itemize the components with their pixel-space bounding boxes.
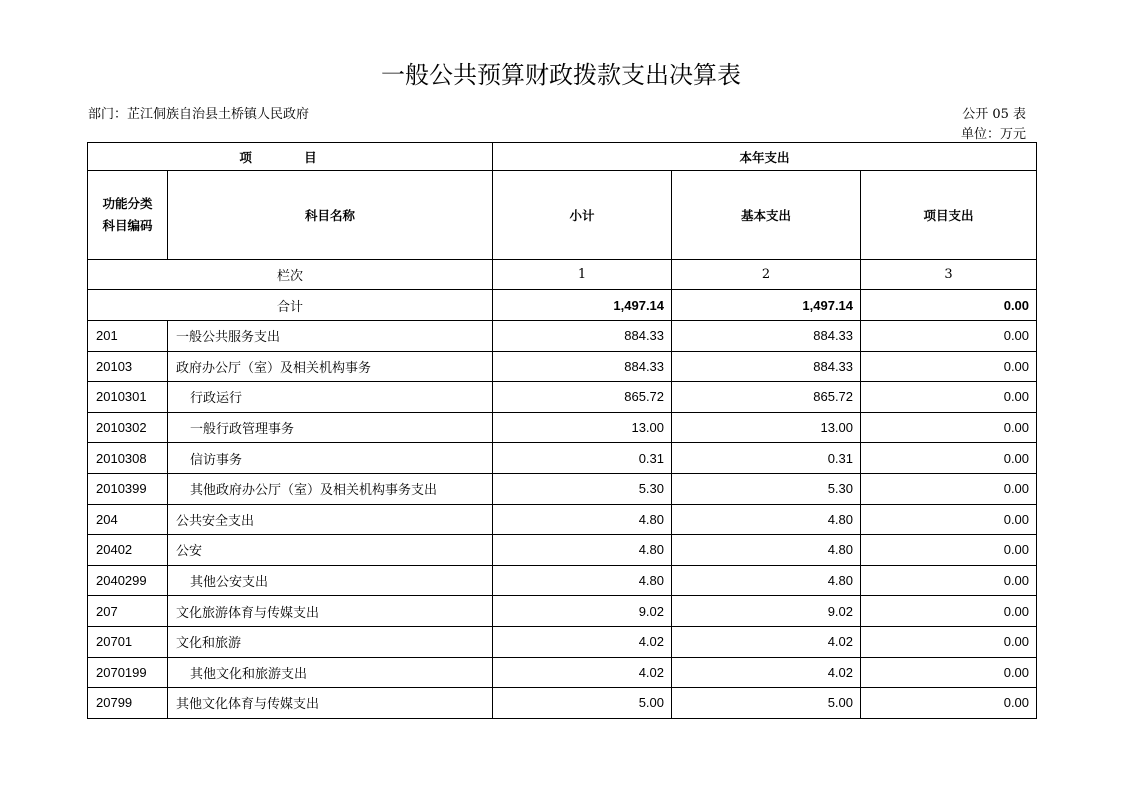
line-col-1: 1 [493, 260, 672, 290]
header-code: 功能分类科目编码 [88, 171, 168, 260]
row-subtotal: 0.31 [493, 443, 672, 474]
row-name: 公共安全支出 [168, 504, 493, 535]
table-row [88, 626, 1037, 657]
row-code: 2010301 [88, 382, 168, 413]
table-row [88, 596, 1037, 627]
row-project: 0.00 [861, 351, 1037, 382]
page-title: 一般公共预算财政拨款支出决算表 [381, 61, 741, 89]
total-label: 合计 [88, 290, 493, 321]
row-project: 0.00 [861, 626, 1037, 657]
line-label: 栏次 [88, 260, 493, 290]
row-basic: 4.02 [672, 657, 861, 688]
row-subtotal: 884.33 [493, 351, 672, 382]
table-row [88, 351, 1037, 382]
table-row [88, 473, 1037, 504]
row-name: 其他文化和旅游支出 [168, 657, 493, 688]
row-subtotal: 5.00 [493, 688, 672, 719]
total-subtotal: 1,497.14 [493, 290, 672, 321]
total-row [88, 290, 1037, 321]
row-subtotal: 9.02 [493, 596, 672, 627]
row-project: 0.00 [861, 565, 1037, 596]
header-current-year: 本年支出 [493, 143, 1037, 171]
row-project: 0.00 [861, 321, 1037, 352]
expenditure-table [87, 142, 1037, 719]
row-project: 0.00 [861, 412, 1037, 443]
row-code: 2070199 [88, 657, 168, 688]
row-project: 0.00 [861, 504, 1037, 535]
table-row [88, 535, 1037, 566]
row-project: 0.00 [861, 443, 1037, 474]
row-basic: 865.72 [672, 382, 861, 413]
header-basic: 基本支出 [672, 171, 861, 260]
row-name: 一般公共服务支出 [168, 321, 493, 352]
row-code: 2040299 [88, 565, 168, 596]
row-code: 2010302 [88, 412, 168, 443]
row-basic: 4.80 [672, 504, 861, 535]
row-name: 行政运行 [168, 382, 493, 413]
row-basic: 13.00 [672, 412, 861, 443]
table-row [88, 565, 1037, 596]
line-number-row [88, 260, 1037, 290]
row-project: 0.00 [861, 688, 1037, 719]
row-code: 2010399 [88, 473, 168, 504]
table-row [88, 657, 1037, 688]
header-project: 项目支出 [861, 171, 1037, 260]
table-row [88, 412, 1037, 443]
row-name: 其他政府办公厅（室）及相关机构事务支出 [168, 473, 493, 504]
row-basic: 4.80 [672, 535, 861, 566]
row-basic: 4.02 [672, 626, 861, 657]
row-code: 20701 [88, 626, 168, 657]
row-subtotal: 865.72 [493, 382, 672, 413]
total-project: 0.00 [861, 290, 1037, 321]
row-basic: 9.02 [672, 596, 861, 627]
total-basic: 1,497.14 [672, 290, 861, 321]
table-row [88, 321, 1037, 352]
row-name: 文化和旅游 [168, 626, 493, 657]
unit-label: 单位：万元 [960, 127, 1026, 142]
row-subtotal: 4.02 [493, 626, 672, 657]
row-project: 0.00 [861, 657, 1037, 688]
row-project: 0.00 [861, 535, 1037, 566]
table-row [88, 443, 1037, 474]
row-name: 其他公安支出 [168, 565, 493, 596]
row-name: 公安 [168, 535, 493, 566]
row-name: 信访事务 [168, 443, 493, 474]
row-name: 一般行政管理事务 [168, 412, 493, 443]
table-row [88, 382, 1037, 413]
row-basic: 5.30 [672, 473, 861, 504]
row-name: 文化旅游体育与传媒支出 [168, 596, 493, 627]
row-subtotal: 4.02 [493, 657, 672, 688]
row-project: 0.00 [861, 596, 1037, 627]
row-code: 20103 [88, 351, 168, 382]
table-row [88, 688, 1037, 719]
row-project: 0.00 [861, 382, 1037, 413]
header-item: 项 目 [88, 143, 493, 171]
table-row [88, 504, 1037, 535]
row-subtotal: 4.80 [493, 504, 672, 535]
header-name: 科目名称 [168, 171, 493, 260]
line-col-2: 2 [672, 260, 861, 290]
header-row-1 [88, 143, 1037, 171]
row-basic: 884.33 [672, 321, 861, 352]
row-basic: 5.00 [672, 688, 861, 719]
line-col-3: 3 [861, 260, 1037, 290]
row-code: 20402 [88, 535, 168, 566]
row-subtotal: 4.80 [493, 565, 672, 596]
row-subtotal: 13.00 [493, 412, 672, 443]
row-project: 0.00 [861, 473, 1037, 504]
row-code: 207 [88, 596, 168, 627]
department-label: 部门：芷江侗族自治县土桥镇人民政府 [88, 107, 310, 122]
row-basic: 4.80 [672, 565, 861, 596]
header-subtotal: 小计 [493, 171, 672, 260]
form-number: 公开 05 表 [962, 107, 1026, 122]
row-code: 20799 [88, 688, 168, 719]
row-subtotal: 884.33 [493, 321, 672, 352]
row-code: 204 [88, 504, 168, 535]
row-name: 政府办公厅（室）及相关机构事务 [168, 351, 493, 382]
row-basic: 884.33 [672, 351, 861, 382]
row-code: 201 [88, 321, 168, 352]
row-basic: 0.31 [672, 443, 861, 474]
row-subtotal: 4.80 [493, 535, 672, 566]
row-name: 其他文化体育与传媒支出 [168, 688, 493, 719]
row-code: 2010308 [88, 443, 168, 474]
header-row-2 [88, 171, 1037, 260]
row-subtotal: 5.30 [493, 473, 672, 504]
